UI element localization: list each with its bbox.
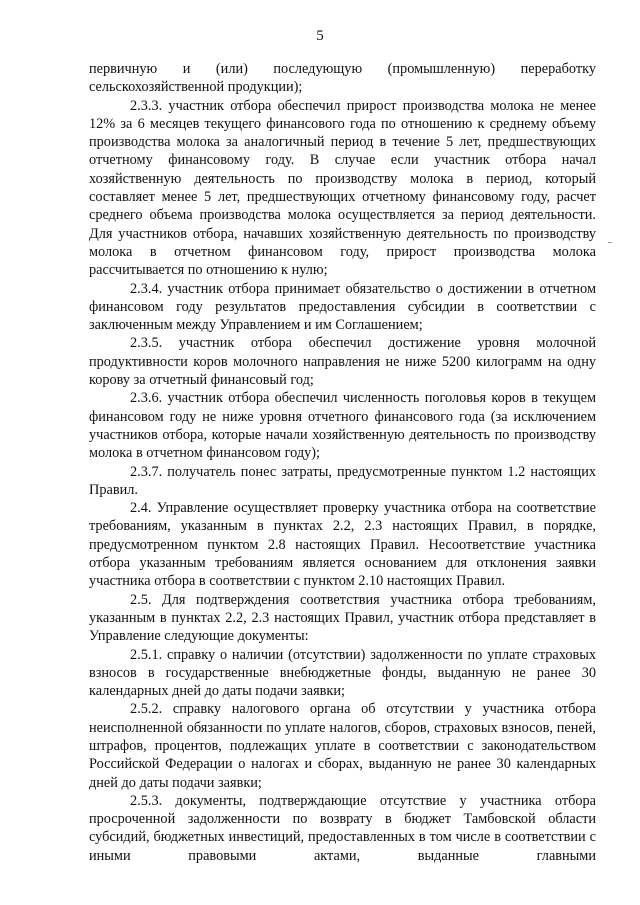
paragraph-2-5-3: 2.5.3. документы, подтверждающие отсутствие у участника отбора просроченной задолженности по возврату в бюджет Тамбовской области субсидий, бюджетных инвестиций, предоставленных в том числе в соответствии с иными правовыми актами, выданные главными bbox=[89, 792, 596, 864]
paragraph-2-5-2: 2.5.2. справку налогового органа об отсутствии у участника отбора неисполненной обязанности по уплате налогов, сборов, страховых взносов, пеней, штрафов, процентов, подлежащих уплате в соответствии с законодательством Российской Федерации о налогах и сборах, выданную не ранее 30 календарных дней до даты подачи заявки; bbox=[89, 701, 596, 791]
paragraph-continuation: первичную и (или) последующую (промышленную) переработку сельскохозяйственной продукции); bbox=[89, 61, 596, 96]
scan-artifact-mark bbox=[608, 242, 612, 243]
page-number: 5 bbox=[316, 28, 324, 44]
document-body bbox=[89, 60, 596, 865]
paragraph-2-5-1: 2.5.1. справку о наличии (отсутствии) задолженности по уплате страховых взносов в государственные внебюджетные фонды, выданную не ранее 30 календарных дней до даты подачи заявки; bbox=[89, 646, 596, 700]
paragraph-2-3-3: 2.3.3. участник отбора обеспечил прирост производства молока не менее 12% за 6 месяцев текущего финансового года по отношению к среднему объему производства молока за аналогичный период в течение 5 лет, предшествующих отчетному финансовому году. В случае если участник отбора начал хозяйственную деятельность по производству молока в период, который составляет менее 5 лет, предшествующих отчетному финансовому году, расчет среднего объема производства молока осуществляется за период деятельности. Для участников отбора, начавших хозяйственную деятельность по производству молока в отчетном финансовом году, прирост производства молока рассчитывается по отношению к нулю; bbox=[89, 97, 596, 279]
paragraph-2-3-6: 2.3.6. участник отбора обеспечил численность поголовья коров в текущем финансовом году не ниже уровня отчетного финансового года (за исключением участников отбора, которые начали хозяйственную деятельность по производству молока в отчетном финансовом году); bbox=[89, 390, 596, 462]
paragraph-2-3-7: 2.3.7. получатель понес затраты, предусмотренные пунктом 1.2 настоящих Правил. bbox=[89, 463, 596, 498]
paragraph-2-3-5: 2.3.5. участник отбора обеспечил достижение уровня молочной продуктивности коров молочного направления не ниже 5200 килограмм на одну корову за отчетный финансовый год; bbox=[89, 335, 596, 389]
paragraph-2-5: 2.5. Для подтверждения соответствия участника отбора требованиям, указанным в пунктах 2.2, 2.3 настоящих Правил, участник отбора представляет в Управление следующие документы: bbox=[89, 591, 596, 645]
paragraph-2-3-4: 2.3.4. участник отбора принимает обязательство о достижении в отчетном финансовом году результатов предоставления субсидии в соответствии с заключенным между Управлением и им Соглашением; bbox=[89, 280, 596, 334]
paragraph-2-4: 2.4. Управление осуществляет проверку участника отбора на соответствие требованиям, указанным в пунктах 2.2, 2.3 настоящих Правил, в порядке, предусмотренном пунктом 2.8 настоящих Правил. Несоответствие участника отбора указанным требованиям является основанием для отклонения заявки участника отбора в соответствии с пунктом 2.10 настоящих Правил. bbox=[89, 500, 596, 590]
